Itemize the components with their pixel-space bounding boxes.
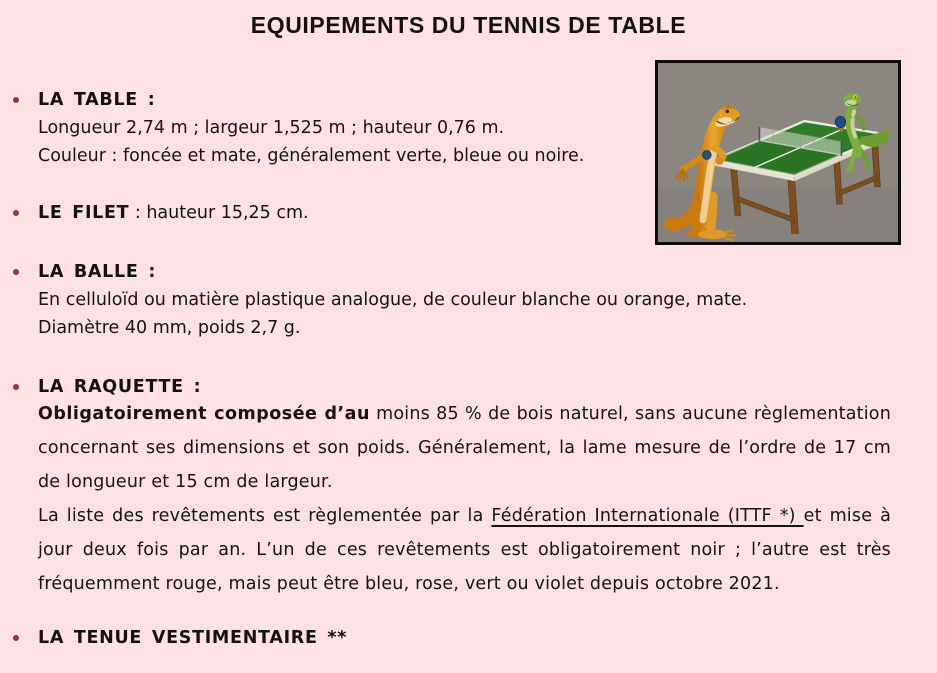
table-color-line: Couleur : foncée et mate, généralement verte, bleue ou noire.	[38, 146, 585, 166]
section-la-table	[0, 86, 584, 170]
heading-la-table: LA TABLE :	[38, 90, 156, 110]
table-dimensions-line: Longueur 2,74 m ; largeur 1,525 m ; hauteur 0,76 m.	[38, 118, 505, 138]
ittf-underlined-reference: Fédération Internationale (ITTF *)	[491, 506, 804, 526]
section-la-tenue	[0, 624, 347, 652]
bullet-icon	[13, 210, 19, 216]
bullet-icon	[13, 97, 19, 103]
raquette-bold-text: Obligatoirement composée d’au	[38, 404, 370, 424]
bullet-icon	[13, 635, 19, 641]
section-le-filet	[0, 199, 309, 227]
heading-la-raquette: LA RAQUETTE :	[38, 377, 202, 397]
raquette-paragraph-1	[38, 397, 891, 499]
raquette-p2-pre: La liste des revêtements est règlementée par la	[38, 506, 492, 526]
filet-line	[38, 199, 309, 227]
filet-text: : hauteur 15,25 cm.	[129, 203, 309, 223]
lizards-ping-pong-image	[658, 63, 898, 242]
heading-la-balle: LA BALLE :	[38, 262, 157, 282]
table-tennis-illustration	[655, 60, 901, 245]
raquette-paragraph-2	[38, 499, 891, 601]
raquette-p1-rest: moins 85 % de bois naturel, sans aucune règlementation concernant ses dimensions et son poids. Généralement, la lame mesure de l’ordre de 17 cm de longueur et 15 cm de largeur.	[38, 404, 891, 492]
raquette-p2-post: et mise à jour deux fois par an. L’un de ces revêtements est obligatoirement noir ; l’autre est très fréquemment rouge, mais peut être bleu, rose, vert ou violet depuis octobre 2021.	[38, 506, 891, 594]
heading-le-filet: LE FILET	[38, 203, 130, 223]
balle-size-line: Diamètre 40 mm, poids 2,7 g.	[38, 318, 301, 338]
bullet-icon	[13, 384, 19, 390]
bullet-icon	[13, 269, 19, 275]
balle-material-line: En celluloïd ou matière plastique analogue, de couleur blanche ou orange, mate.	[38, 290, 748, 310]
page-title: EQUIPEMENTS DU TENNIS DE TABLE	[250, 12, 687, 38]
section-la-balle	[0, 258, 747, 342]
heading-la-tenue: LA TENUE VESTIMENTAIRE **	[38, 628, 348, 648]
